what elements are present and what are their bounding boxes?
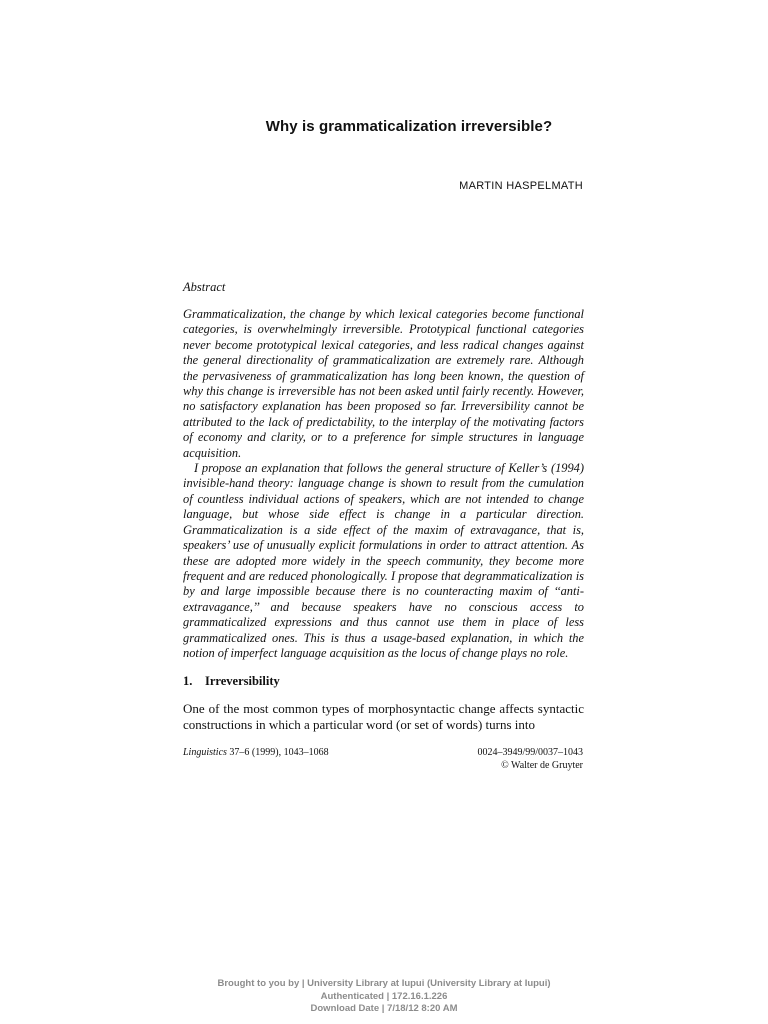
author-name: MARTIN HASPELMATH bbox=[459, 180, 583, 192]
journal-citation bbox=[183, 747, 329, 758]
download-watermark bbox=[0, 978, 768, 1016]
watermark-line-1: Brought to you by | University Library at Iupui (University Library at Iupui) bbox=[217, 978, 551, 989]
copyright-notice: © Walter de Gruyter bbox=[501, 759, 583, 771]
publication-info bbox=[477, 747, 583, 772]
section-title: Irreversibility bbox=[205, 674, 280, 688]
watermark-line-2: Authenticated | 172.16.1.226 bbox=[320, 990, 448, 1002]
section-number: 1. bbox=[183, 674, 193, 688]
section-body-text: One of the most common types of morphosyntactic change affects syntactic constructions in which a particular word (or set of words) turns into bbox=[183, 701, 584, 732]
abstract-body bbox=[183, 307, 584, 661]
citation-details: 37–6 (1999), 1043–1068 bbox=[226, 747, 329, 758]
abstract-paragraph-2: I propose an explanation that follows the general structure of Keller’s (1994) invisible-hand theory: language change is shown to result from the cumulation of countless individual actions of speakers, which are not intended to change language, but whose side effect is change in a particular direction. Grammaticalization is a side effect of the maxim of extravagance, that is, speakers’ use of unusually explicit formulations in order to attract attention. As these are adopted more widely in the speech community, they become more frequent and are reduced phonologically. I propose that degrammaticalization is by and large impossible because there is no counteracting maxim of ‘‘anti-extravagance,’’ and because speakers have no conscious access to grammaticalized expressions and thus cannot use them in place of less grammaticalized ones. This is thus a usage-based explanation, in which the notion of imperfect language acquisition as the locus of change plays no role. bbox=[183, 461, 584, 660]
watermark-line-3: Download Date | 7/18/12 8:20 AM bbox=[310, 1003, 458, 1014]
article-title: Why is grammaticalization irreversible? bbox=[265, 118, 553, 135]
issn-code: 0024–3949/99/0037–1043 bbox=[477, 747, 583, 758]
journal-name: Linguistics bbox=[183, 747, 227, 758]
abstract-paragraph-1: Grammaticalization, the change by which lexical categories become functional categories, is overwhelmingly irreversible. Prototypical functional categories never become prototypical lexical categories, and less radical changes against the general directionality of grammaticalization are extremely rare. Although the pervasiveness of grammaticalization has long been known, the question of why this change is irreversible has not been asked until fairly recently. However, no satisfactory explanation has been proposed so far. Irreversibility cannot be attributed to the lack of predictability, to the interplay of the motivating factors of economy and clarity, or to a preference for simple structures in language acquisition. bbox=[183, 307, 584, 460]
abstract-heading: Abstract bbox=[183, 280, 226, 294]
section-heading bbox=[183, 674, 280, 689]
